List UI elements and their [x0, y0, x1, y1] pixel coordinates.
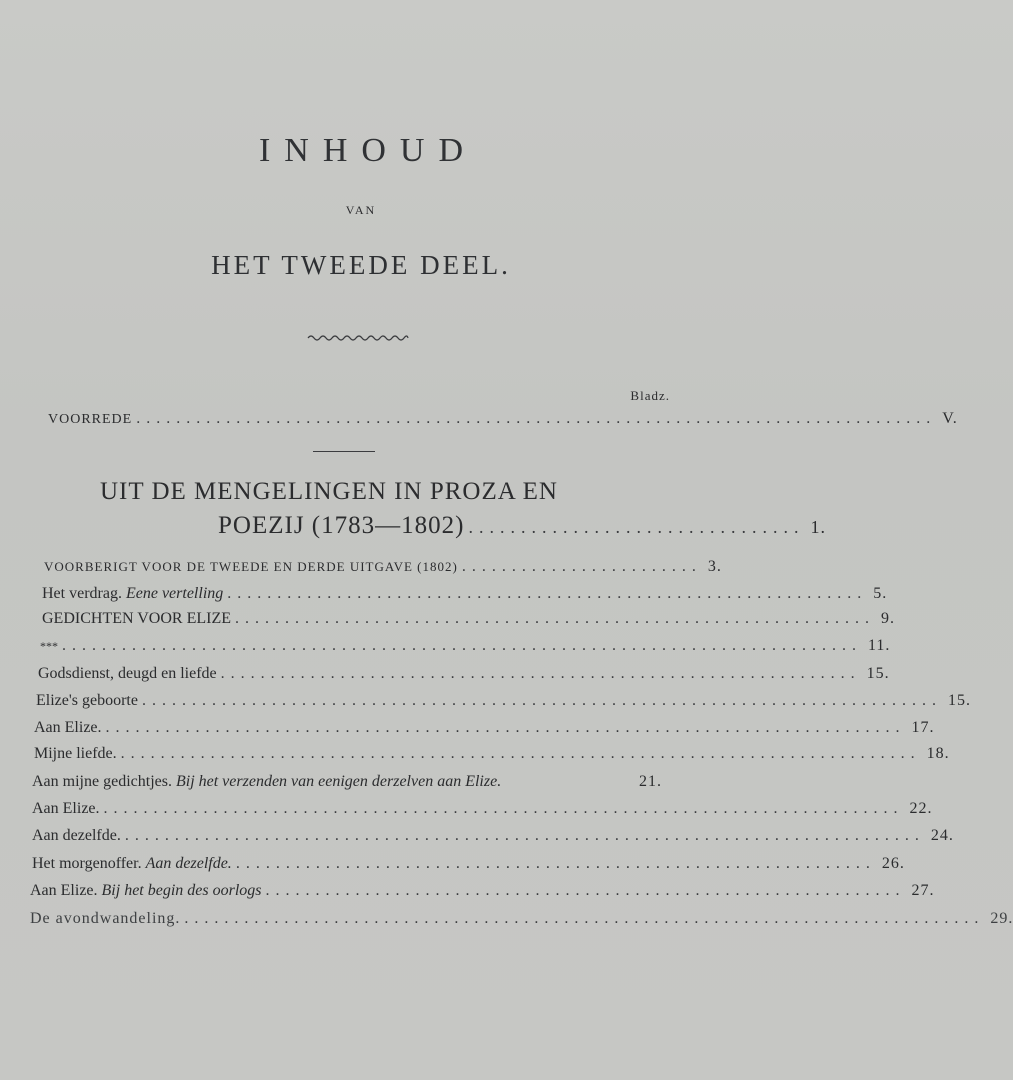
- page-subtitle: HET TWEEDE DEEL.: [211, 250, 511, 280]
- toc-page-number: 15.: [947, 692, 971, 709]
- toc-page-number: 18.: [926, 745, 950, 762]
- toc-entry-label: De avondwandeling.: [30, 910, 181, 927]
- section-heading-line-2: [218, 512, 826, 540]
- dot-leader: ................................................................................: [141, 692, 942, 709]
- dot-leader: ................................................................................: [124, 827, 925, 844]
- page-title: INHOUD: [258, 132, 478, 169]
- dot-leader: ................................................................: [220, 665, 861, 682]
- toc-entry-label: Het morgenoffer.: [32, 855, 142, 872]
- dot-leader: ................................................................: [265, 882, 906, 899]
- toc-entry-label: VOORBERIGT VOOR DE TWEEDE EN DERDE UITGAVE (1802): [44, 559, 458, 574]
- toc-entry: [42, 610, 896, 628]
- toc-page-number: 5.: [873, 585, 888, 602]
- toc-entry: [42, 585, 888, 603]
- toc-entry-label: VOORREDE: [48, 412, 133, 427]
- toc-page-number: V.: [942, 410, 958, 427]
- toc-page-number: 27.: [911, 882, 935, 899]
- toc-entry-subtitle: Aan dezelfde.: [145, 855, 232, 872]
- dot-leader: ........................: [461, 558, 702, 575]
- dot-leader: ................................................................: [235, 855, 876, 872]
- dot-leader: ................................................................................: [120, 745, 921, 762]
- toc-entry: [32, 773, 662, 791]
- toc-entry-label: Het verdrag.: [42, 585, 122, 602]
- toc-page-number: 11.: [868, 637, 891, 654]
- toc-entry: [34, 745, 950, 763]
- toc-page-number: 29.: [990, 910, 1013, 927]
- dot-leader: ................................................................................: [103, 800, 904, 817]
- dot-leader: ................................................................: [227, 585, 868, 602]
- dot-leader: ................................................................: [235, 610, 876, 627]
- section-divider: [313, 451, 375, 452]
- toc-entry: [30, 910, 1013, 928]
- toc-entry-subtitle: Eene vertelling: [125, 585, 224, 602]
- toc-entry-label: Aan Elize.: [32, 800, 100, 817]
- toc-entry: [32, 800, 933, 818]
- toc-page-number: 24.: [930, 827, 954, 844]
- toc-page-number: 21.: [639, 773, 662, 790]
- toc-entry-label: Mijne liefde.: [34, 745, 117, 762]
- toc-entry-label: Aan dezelfde.: [32, 827, 121, 844]
- page-column-header: Bladz.: [630, 388, 670, 403]
- dot-leader: ................................: [468, 517, 805, 537]
- toc-entry-label: Aan mijne gedichtjes.: [32, 773, 172, 790]
- toc-entry: [34, 719, 935, 737]
- toc-page-number: 9.: [881, 610, 896, 627]
- toc-entry: [44, 558, 722, 576]
- toc-entry: [38, 665, 890, 683]
- toc-entry-label: Aan Elize.: [30, 882, 98, 899]
- section-heading-line-1: UIT DE MENGELINGEN IN PROZA EN: [100, 478, 558, 505]
- title-connector: VAN: [345, 203, 377, 217]
- toc-entry-label: GEDICHTEN VOOR ELIZE: [42, 610, 232, 627]
- toc-page-number: 15.: [866, 665, 890, 682]
- wavy-ornament-icon: [306, 332, 410, 344]
- toc-entry-subtitle: Bij het begin des oorlogs: [101, 882, 262, 899]
- toc-page-number: 22.: [909, 800, 933, 817]
- toc-entry: [30, 882, 935, 900]
- toc-entry-label: Aan Elize.: [34, 719, 102, 736]
- toc-entry-label: Elize's geboorte: [36, 692, 138, 709]
- toc-entry: [40, 637, 891, 655]
- toc-page-number: 17.: [911, 719, 935, 736]
- toc-page-number: 26.: [881, 855, 905, 872]
- toc-entry-voorrede: [48, 410, 958, 428]
- toc-entry-label: Godsdienst, deugd en liefde: [38, 665, 217, 682]
- dot-leader: ................................................................................: [184, 910, 985, 927]
- toc-entry-label: ***: [40, 639, 58, 653]
- toc-page-number: 1.: [810, 517, 826, 537]
- dot-leader: ................................................................................: [136, 410, 937, 427]
- toc-entry: [32, 855, 905, 873]
- toc-entry: [32, 827, 954, 845]
- dot-leader: ................................................................................: [105, 719, 906, 736]
- toc-entry: [36, 692, 971, 710]
- toc-page-number: 3.: [707, 558, 722, 575]
- dot-leader: ................................................................................: [62, 637, 862, 654]
- section-heading-label: POEZIJ (1783—1802): [218, 512, 465, 539]
- toc-entry-subtitle: Bij het verzenden van eenigen derzelven aan Elize.: [175, 773, 502, 790]
